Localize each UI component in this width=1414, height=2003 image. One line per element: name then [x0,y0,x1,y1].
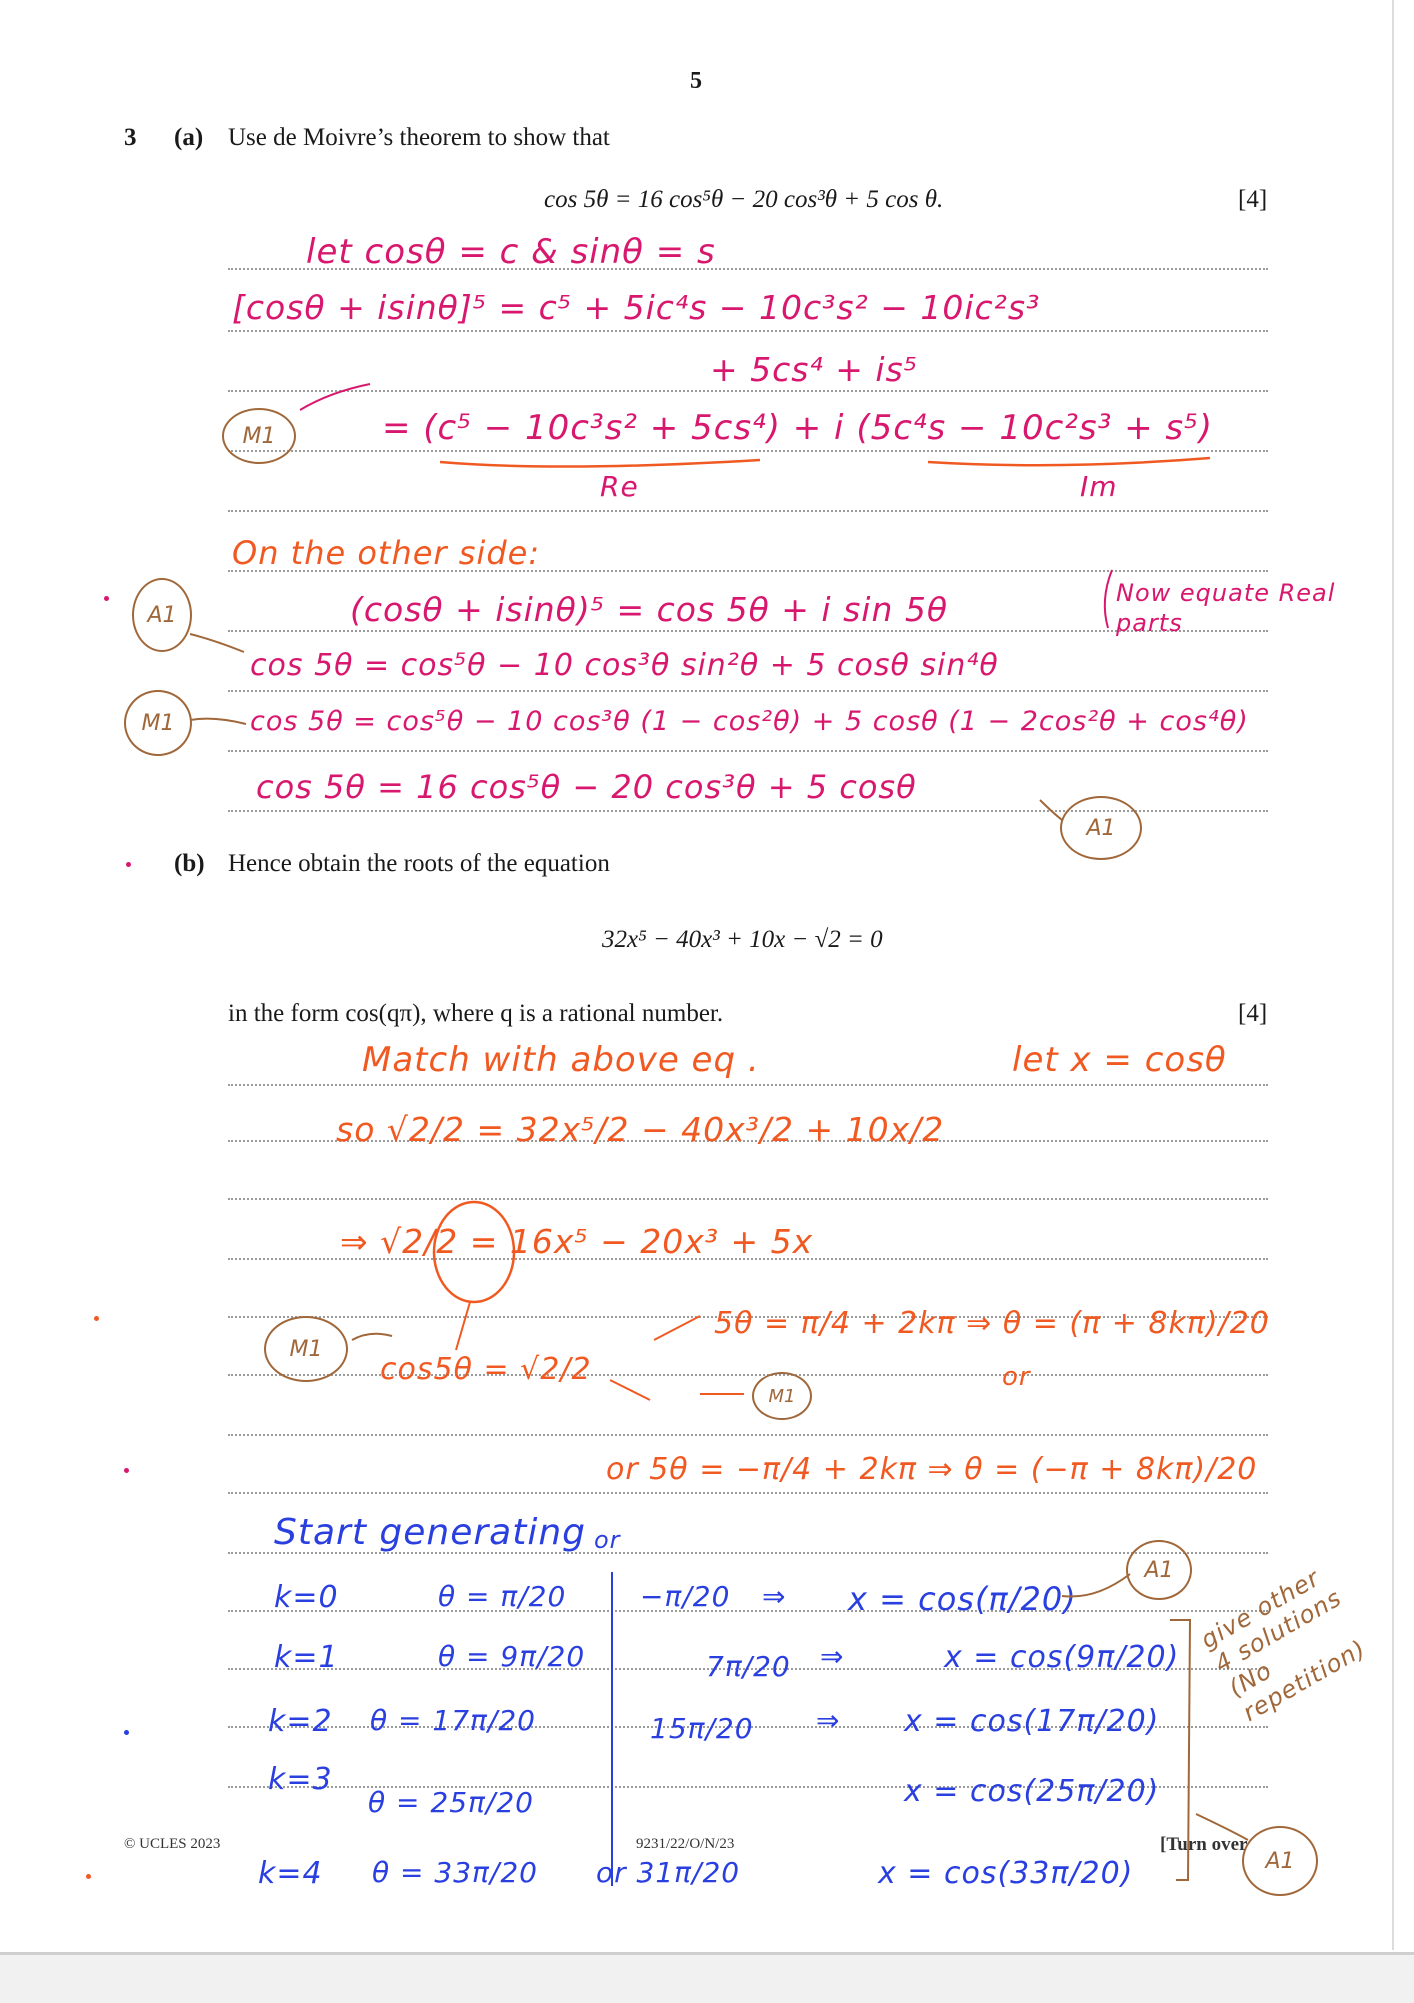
gen-theta: θ = 17π/20 [370,1704,536,1737]
part-b-equation: 32x⁵ − 40x³ + 10x − √2 = 0 [602,926,883,953]
hw-case2-line: or 5θ = −π/4 + 2kπ ⇒ θ = (−π + 8kπ)/20 [606,1452,1258,1487]
mark-m1: M1 [222,408,296,464]
hw-other-side: On the other side: [232,534,541,572]
hw-let-x: let x = cosθ [1012,1040,1227,1080]
gen-x: x = cos(9π/20) [944,1640,1180,1675]
question-number: 3 [124,124,137,151]
footer-code: 9231/22/O/N/23 [636,1836,735,1852]
gen-theta: θ = 9π/20 [438,1640,586,1673]
part-a-equation: cos 5θ = 16 cos⁵θ − 20 cos³θ + 5 cos θ. [544,186,944,213]
gen-theta: θ = 25π/20 [368,1786,534,1819]
hw-so-line: so √2/2 = 32x⁵/2 − 40x³/2 + 10x/2 [336,1110,945,1149]
gen-arrow: ⇒ [820,1640,845,1673]
hw-gen-or: or [594,1526,621,1554]
bottom-toolbar-strip [0,1952,1414,2003]
hw-case1-line: 5θ = π/4 + 2kπ ⇒ θ = (π + 8kπ)/20 [714,1306,1270,1341]
gen-x: x = cos(25π/20) [904,1774,1160,1809]
footer-copyright: © UCLES 2023 [124,1836,221,1852]
page-number: 5 [690,68,702,94]
gen-k: k=0 [274,1580,339,1615]
gen-x: x = cos(17π/20) [904,1704,1160,1739]
hw-let-line: let cosθ = c & sinθ = s [306,232,716,272]
part-a-prompt: Use de Moivre’s theorem to show that [228,124,610,151]
mark-a1: A1 [132,578,192,652]
hw-cos-line: cos5θ = √2/2 [380,1352,592,1387]
gen-k: k=1 [274,1640,339,1675]
gen-x: x = cos(π/20) [848,1580,1077,1618]
part-b-label: (b) [174,850,205,877]
gen-alt: 15π/20 [650,1712,754,1745]
hw-substitution-line: cos 5θ = cos⁵θ − 10 cos³θ (1 − cos²θ) + 5 cosθ (1 − 2cos²θ + cos⁴θ) [250,706,1249,737]
hw-re-label: Re [600,470,639,503]
hw-note-equate: Now equate Real parts [1116,579,1336,637]
mark-m1: M1 [264,1316,348,1382]
gen-alt: −π/20 [640,1580,731,1613]
hw-match-line: Match with above eq . [362,1040,760,1080]
hw-im-label: Im [1080,470,1118,503]
mark-m1: M1 [124,690,192,756]
hw-or-word: or [1002,1362,1031,1392]
gen-k: k=3 [268,1762,333,1797]
part-a-marks: [4] [1238,186,1268,213]
hw-real-part-line: cos 5θ = cos⁵θ − 10 cos³θ sin²θ + 5 cosθ sin⁴θ [250,648,999,683]
mark-m1: M1 [752,1372,812,1420]
mark-a1: A1 [1242,1826,1318,1896]
gen-theta: θ = 33π/20 [372,1856,538,1889]
gen-arrow: ⇒ [816,1704,841,1737]
part-a-label: (a) [174,124,204,151]
hw-expansion-line: [cosθ + isinθ]⁵ = c⁵ + 5ic⁴s − 10c³s² − 10ic²s³ [232,288,1041,327]
gen-theta: θ = π/20 [438,1580,567,1613]
gen-alt: 7π/20 [706,1650,791,1683]
hw-demoivre-line: (cosθ + isinθ)⁵ = cos 5θ + i sin 5θ [350,590,949,629]
footer-turn-over: [Turn over [1160,1834,1248,1855]
hw-result-line: cos 5θ = 16 cos⁵θ − 20 cos³θ + 5 cosθ [256,768,917,806]
gen-k: k=2 [268,1704,333,1739]
gen-arrow: ⇒ [762,1580,787,1613]
hw-start-generating: Start generating [274,1512,586,1553]
part-b-marks: [4] [1238,1000,1268,1027]
gen-k: k=4 [258,1856,323,1891]
gen-alt: or 31π/20 [596,1856,741,1889]
marker-side-note: give other 4 solutions (No repetition) [1196,1563,1371,1727]
part-b-prompt: Hence obtain the roots of the equation [228,850,610,877]
hw-implies-line: ⇒ √2/2 = 16x⁵ − 20x³ + 5x [340,1222,814,1261]
mark-a1: A1 [1060,796,1142,860]
gen-x: x = cos(33π/20) [878,1856,1134,1891]
part-b-form-text: in the form cos(qπ), where q is a rational number. [228,1000,724,1027]
hw-grouped-line: = (c⁵ − 10c³s² + 5cs⁴) + i (5c⁴s − 10c²s³ + s⁵) [382,408,1213,448]
mark-a1: A1 [1126,1540,1192,1600]
hw-expansion-cont: + 5cs⁴ + is⁵ [710,350,918,389]
